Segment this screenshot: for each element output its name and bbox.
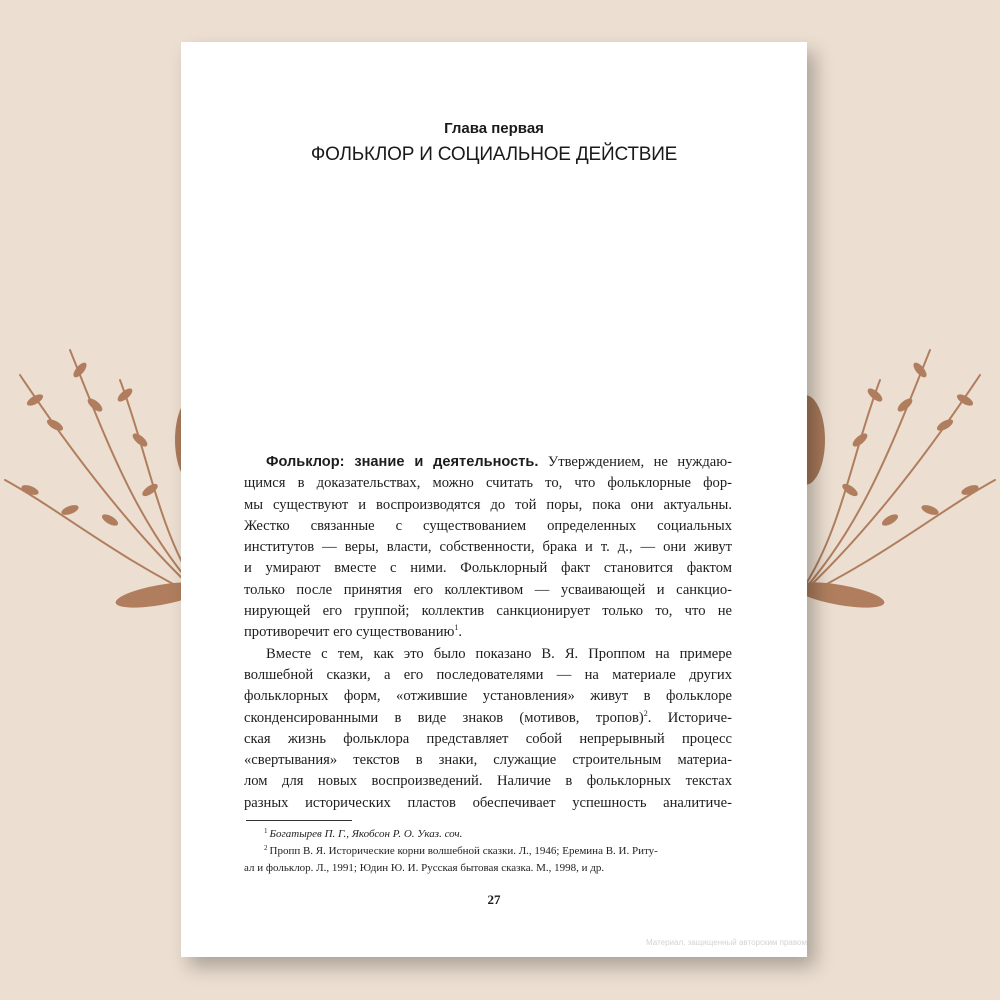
- footnote-2: $^2$ Пропп В. Я. Исторические корни волшебной сказки. Л., 1946; Еремина В. И. Риту-: [264, 844, 658, 857]
- willow-branch-right-decoration: [780, 330, 1000, 630]
- section-heading: Фольклор: знание и деятельность.: [266, 454, 539, 470]
- footnote-1: $^1$ Богатырев П. Г., Якобсон Р. О. Указ. соч.: [264, 827, 463, 840]
- footnote-ref-2: 2: [643, 708, 648, 718]
- text-line: сконденсированными в виде знаков (мотивов, тропов)$^2$. Историче-: [244, 708, 732, 726]
- book-page: [181, 42, 807, 957]
- text-line: фольклорных форм, «отжившие установления» живут в фольклоре: [244, 688, 732, 705]
- chapter-label: Глава первая: [444, 120, 544, 137]
- text-line: Вместе с тем, как это было показано В. Я. Проппом на примере: [266, 645, 732, 662]
- text-line: щимся в доказательствах, можно считать то, что фольклорные фор-: [244, 475, 732, 492]
- text-line: лом для новых воспроизведений. Наличие в фольклорных текстах: [244, 773, 732, 790]
- footnote-ref-1: 1: [454, 623, 459, 633]
- text-line: разных исторических пластов обеспечивает успешность аналитиче-: [244, 794, 732, 811]
- copyright-watermark: Материал, защищенный авторским правом: [646, 938, 807, 947]
- text-line: только после принятия его коллективом — усваивающей и санкцио-: [244, 581, 732, 598]
- text-line: Жестко связанные с существованием определенных социальных: [244, 517, 732, 534]
- text-line: противоречит его существованию$^1$.: [244, 623, 463, 641]
- footnote-2-continued: ал и фольклор. Л., 1991; Юдин Ю. И. Русская бытовая сказка. М., 1998, и др.: [244, 862, 605, 874]
- text-line: и умирают вместе с ними. Фольклорный факт становится фактом: [244, 560, 732, 577]
- text-line: ская жизнь фольклора представляет собой непрерывный процесс: [244, 730, 732, 747]
- text-line: «свертывания» текстов в знаки, служащие строительным материа-: [244, 752, 732, 769]
- footnotes: [244, 826, 732, 877]
- text-line: институтов — веры, власти, собственности, брака и т. д., — они живут: [244, 539, 732, 556]
- text-line: волшебной сказки, а его последователями — на материале других: [244, 666, 732, 683]
- text-line: Фольклор: знание и деятельность. Утверждением, не нуждаю-: [266, 454, 733, 470]
- footnote-divider: [246, 820, 352, 821]
- body-text: [244, 452, 732, 814]
- chapter-title: ФОЛЬКЛОР И СОЦИАЛЬНОЕ ДЕЙСТВИЕ: [310, 144, 678, 165]
- text-line: нирующей его группой; коллектив санкционирует только то, что не: [244, 603, 732, 620]
- text-line: мы существуют и воспроизводятся до той поры, пока они актуальны.: [244, 496, 732, 513]
- page-number: 27: [487, 892, 501, 907]
